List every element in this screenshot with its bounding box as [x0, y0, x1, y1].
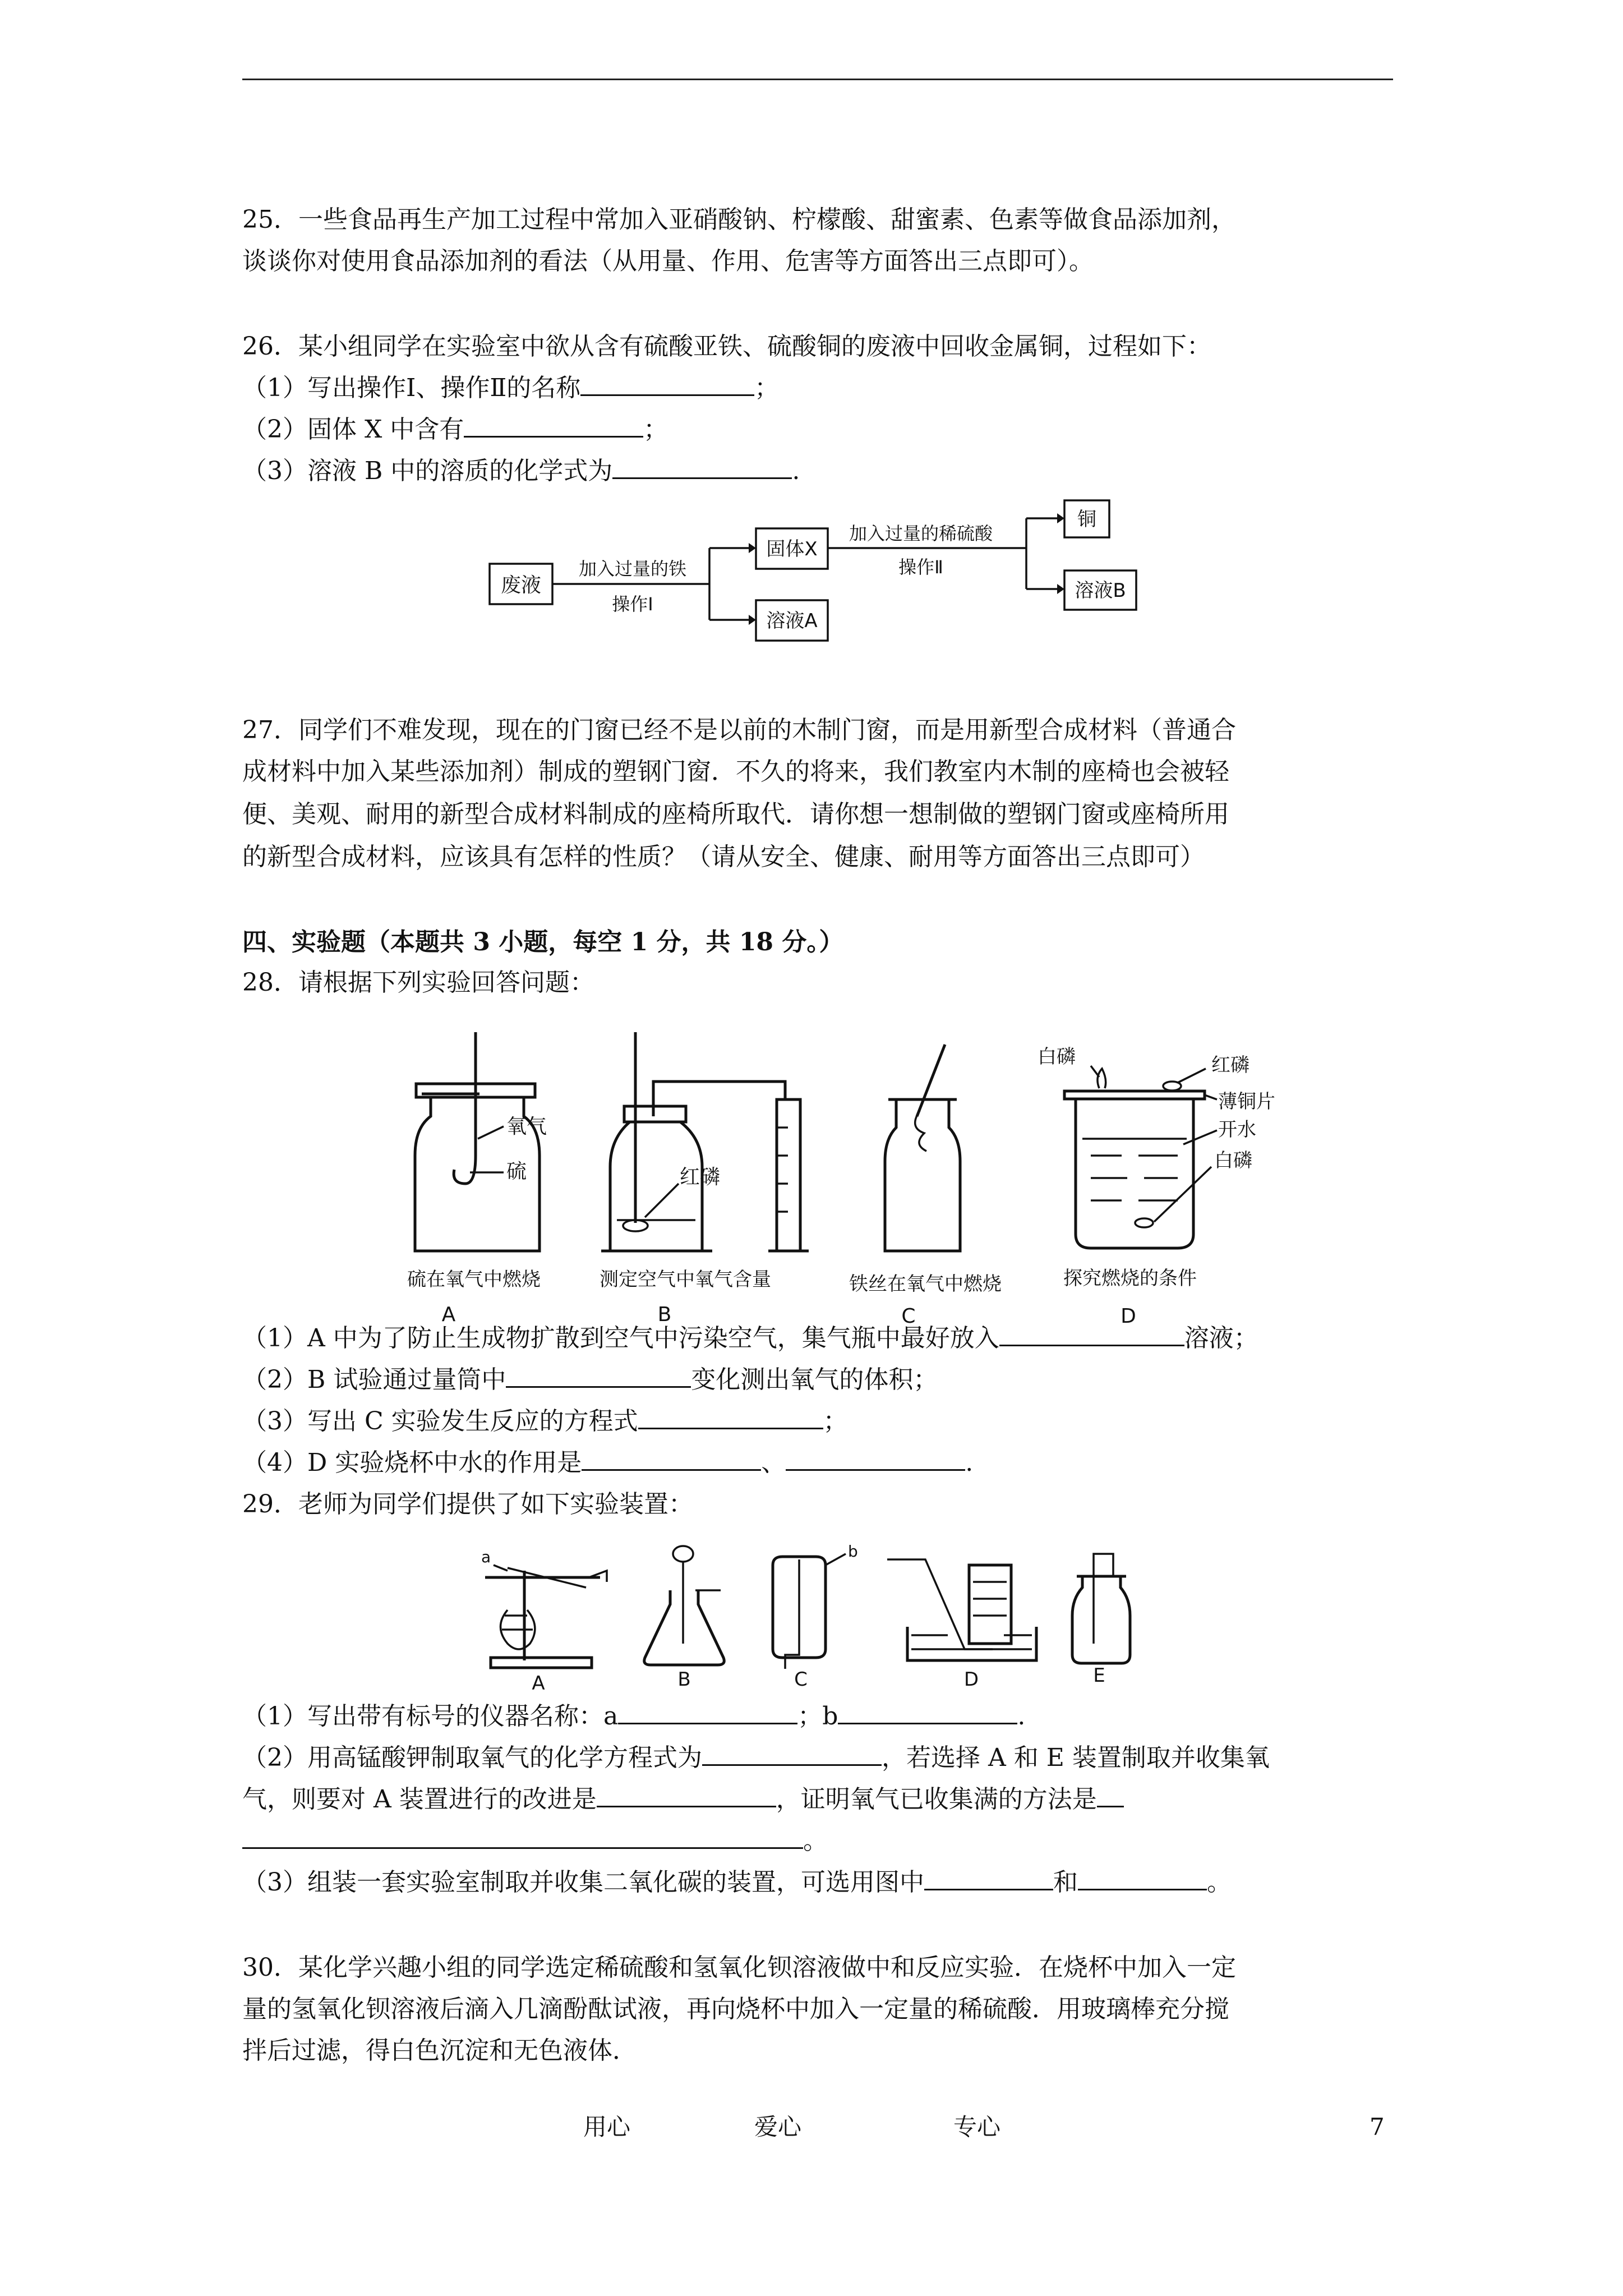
letter-b: B [677, 1668, 691, 1691]
white-phosphorus-top-label: 白磷 [1038, 1046, 1076, 1068]
answer-blank[interactable] [1097, 1783, 1124, 1807]
q26-part-1: （1）写出操作Ⅰ、操作Ⅱ的名称 ； [242, 371, 779, 405]
answer-blank[interactable] [597, 1783, 776, 1807]
solid-x-label: 固体X [766, 538, 818, 560]
q29-part-2-line-2: 气，则要对 A 装置进行的改进是 ，证明氧气已收集满的方法是 [242, 1783, 1124, 1816]
q26-part-3: （3）溶液 B 中的溶质的化学式为 . [242, 454, 800, 488]
q25-line-2: 谈谈你对使用食品添加剂的看法（从用量、作用、危害等方面答出三点即可）。 [242, 247, 1094, 275]
letter-e: E [1093, 1664, 1105, 1687]
letter-b: B [657, 1303, 672, 1326]
add-iron-label: 加入过量的铁 [578, 558, 687, 579]
letter-a: A [532, 1672, 545, 1695]
q27-line-3: 便、美观、耐用的新型合成材料制成的座椅所取代．请你想一想制做的塑钢门窗或座椅所用 [242, 800, 1229, 829]
answer-blank[interactable] [618, 1700, 797, 1724]
q28-part-4: （4）D 实验烧杯中水的作用是 、 . [242, 1446, 973, 1480]
page-number: 7 [1370, 2113, 1385, 2141]
q30-line-2: 量的氢氧化钡溶液后滴入几滴酚酞试液，再向烧杯中加入一定量的稀硫酸．用玻璃棒充分搅 [242, 1995, 1229, 2023]
letter-c: C [794, 1668, 808, 1691]
q28-intro: 28．请根据下列实验回答问题： [242, 968, 594, 997]
q27-line-1: 27．同学们不难发现，现在的门窗已经不是以前的木制门窗，而是用新型合成材料（普通合 [242, 716, 1236, 744]
add-acid-label: 加入过量的稀硫酸 [849, 523, 993, 544]
answer-blank[interactable] [838, 1700, 1017, 1724]
caption-b: 测定空气中氧气含量 [600, 1268, 771, 1291]
solution-a-label: 溶液A [766, 610, 818, 632]
operation-2-label: 操作Ⅱ [898, 556, 943, 578]
answer-blank[interactable] [242, 1825, 803, 1849]
sulfur-label: 硫 [506, 1160, 527, 1183]
q27-line-4: 的新型合成材料，应该具有怎样的性质？（请从安全、健康、耐用等方面答出三点即可） [242, 843, 1205, 871]
red-phosphorus-d-label: 红磷 [1211, 1054, 1249, 1076]
caption-c: 铁丝在氧气中燃烧 [849, 1273, 1002, 1295]
apparatus-b-flask [644, 1546, 725, 1691]
q30-line-3: 拌后过滤，得白色沉淀和无色液体． [242, 2036, 637, 2065]
operation-1-label: 操作Ⅰ [612, 593, 653, 615]
footer-word-3: 专心 [953, 2113, 1001, 2141]
waste-label: 废液 [500, 574, 542, 597]
letter-d: D [963, 1668, 979, 1691]
copper-sheet-label: 薄铜片 [1218, 1091, 1275, 1113]
footer-word-2: 爱心 [754, 2113, 802, 2141]
label-b: b [848, 1542, 858, 1561]
letter-c: C [901, 1305, 916, 1328]
q29-part-3: （3）组装一套实验室制取并收集二氧化碳的装置，可选用图中 和 。 [242, 1866, 1232, 1899]
q29-intro: 29．老师为同学们提供了如下实验装置： [242, 1490, 693, 1519]
oxygen-label: 氧气 [506, 1115, 547, 1138]
q29-part-1: （1）写出带有标号的仪器名称：a ；b . [242, 1700, 1025, 1733]
caption-a: 硫在氧气中燃烧 [407, 1268, 541, 1291]
answer-blank[interactable] [924, 1866, 1053, 1890]
letter-d: D [1121, 1305, 1136, 1328]
red-phosphorus-label-b: 红磷 [680, 1166, 721, 1189]
q30-line-1: 30．某化学兴趣小组的同学选定稀硫酸和氢氧化钡溶液做中和反应实验．在烧杯中加入一定 [242, 1953, 1236, 1982]
apparatus-d-water-trough [887, 1559, 1036, 1691]
copper-label: 铜 [1077, 508, 1096, 531]
caption-d: 探究燃烧的条件 [1063, 1267, 1197, 1290]
q29-part-2-line-1: （2）用高锰酸钾制取氧气的化学方程式为 ，若选择 A 和 E 装置制取并收集氧 [242, 1741, 1270, 1775]
q28-part-2: （2）B 试验通过量筒中 变化测出氧气的体积； [242, 1363, 938, 1397]
answer-blank[interactable] [1078, 1866, 1207, 1890]
q29-part-2-line-3: 。 [242, 1824, 828, 1858]
solution-b-label: 溶液B [1075, 579, 1126, 602]
q27-line-2: 成材料中加入某些添加剂）制成的塑钢门窗．不久的将来，我们教室内木制的座椅也会被轻 [242, 757, 1229, 786]
apparatus-a-heating [481, 1548, 607, 1695]
answer-blank[interactable] [702, 1742, 882, 1766]
q28-part-1: （1）A 中为了防止生成物扩散到空气中污染空气，集气瓶中最好放入 溶液； [242, 1322, 1258, 1355]
white-phosphorus-bottom-label: 白磷 [1214, 1149, 1252, 1172]
q26-intro: 26．某小组同学在实验室中欲从含有硫酸亚铁、硫酸铜的废液中回收金属铜，过程如下： [242, 332, 1211, 361]
q28-part-3: （3）写出 C 实验发生反应的方程式 ； [242, 1405, 848, 1438]
footer-word-1: 用心 [583, 2113, 631, 2141]
q25-line-1: 25．一些食品再生产加工过程中常加入亚硝酸钠、柠檬酸、甜蜜素、色素等做食品添加剂， [242, 205, 1236, 234]
letter-a: A [441, 1303, 456, 1326]
label-a: a [481, 1548, 491, 1566]
hot-water-label: 开水 [1218, 1119, 1256, 1141]
q26-part-2: （2）固体 X 中含有 ； [242, 413, 668, 447]
section-4-heading: 四、实验题（本题共 3 小题，每空 1 分，共 18 分。） [242, 928, 844, 956]
apparatus-e-collection-bottle [1072, 1554, 1130, 1687]
apparatus-c-gas-bottle [773, 1542, 858, 1691]
